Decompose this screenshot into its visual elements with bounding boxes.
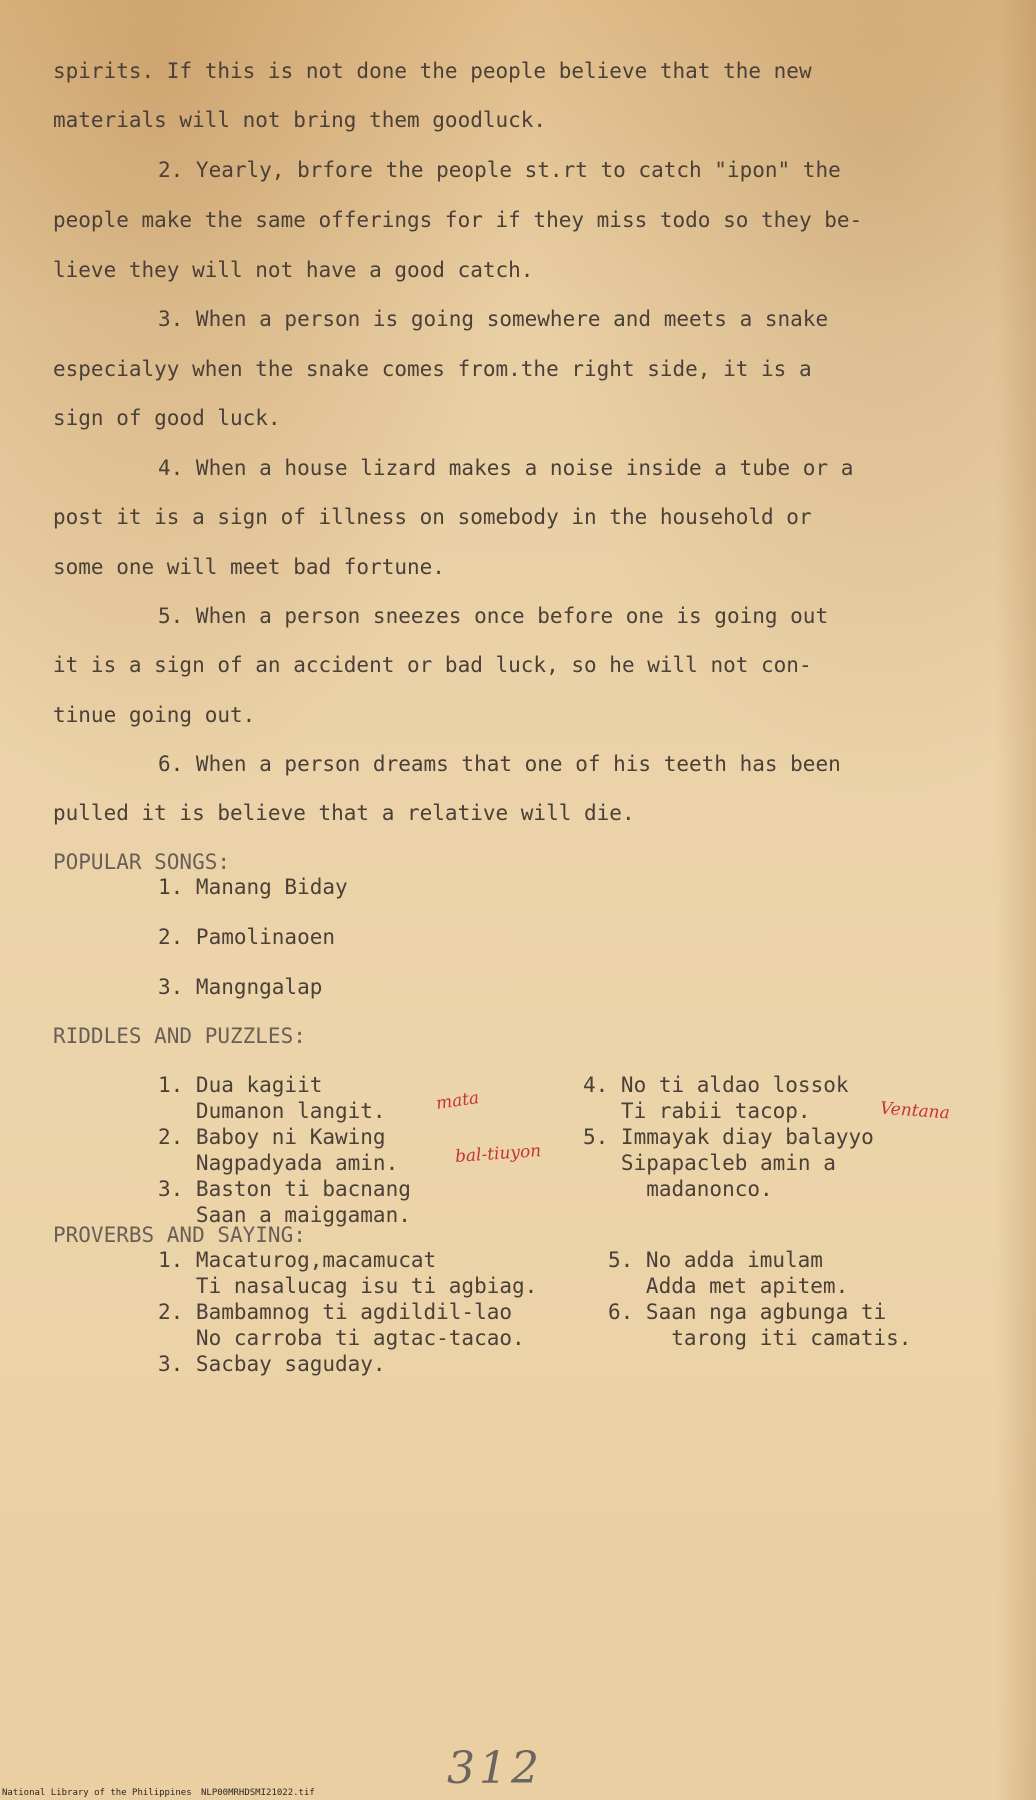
riddle-line: Nagpadyada amin. bbox=[158, 1151, 399, 1175]
riddle-line: Saan a maiggaman. bbox=[158, 1203, 411, 1227]
superstition-item-4: 4. When a house lizard makes a noise inside a tube or a bbox=[158, 456, 854, 480]
proverb-line: No carroba ti agtac-tacao. bbox=[158, 1326, 525, 1350]
proverb-line: 6. Saan nga agbunga ti bbox=[608, 1300, 887, 1324]
text-line: people make the same offerings for if they miss todo so they be- bbox=[53, 208, 863, 232]
proverb-line: Adda met apitem. bbox=[608, 1274, 849, 1298]
proverb-line: 1. Macaturog,macamucat bbox=[158, 1248, 437, 1272]
riddle-line: Ti rabii tacop. bbox=[583, 1099, 811, 1123]
riddle-line: 3. Baston ti bacnang bbox=[158, 1177, 411, 1201]
text-line: tinue going out. bbox=[53, 703, 256, 727]
superstition-item-6: 6. When a person dreams that one of his teeth has been bbox=[158, 752, 841, 776]
proverb-line: 2. Bambamnog ti agdildil-lao bbox=[158, 1300, 513, 1324]
riddle-line: 1. Dua kagiit bbox=[158, 1073, 323, 1097]
handwritten-answer-bal-tiuyon: bal-tiuyon bbox=[454, 1141, 542, 1167]
riddles-heading: RIDDLES AND PUZZLES: bbox=[53, 1024, 306, 1048]
text-line: especialyy when the snake comes from.the right side, it is a bbox=[53, 357, 812, 381]
superstition-item-2: 2. Yearly, brfore the people st.rt to catch "ipon" the bbox=[158, 158, 841, 182]
text-line: lieve they will not have a good catch. bbox=[53, 258, 534, 282]
text-line: post it is a sign of illness on somebody in the household or bbox=[53, 505, 812, 529]
text-line: materials will not bring them goodluck. bbox=[53, 108, 547, 132]
proverb-line: 3. Sacbay saguday. bbox=[158, 1352, 386, 1376]
text-line: spirits. If this is not done the people believe that the new bbox=[53, 59, 812, 83]
song-item: 1. Manang Biday bbox=[158, 875, 348, 899]
footer-library-label: National Library of the Philippines bbox=[2, 1788, 192, 1798]
proverbs-heading: PROVERBS AND SAYING: bbox=[53, 1223, 306, 1247]
riddle-line: Dumanon langit. bbox=[158, 1099, 386, 1123]
riddle-line: madanonco. bbox=[583, 1177, 773, 1201]
superstition-item-5: 5. When a person sneezes once before one is going out bbox=[158, 604, 829, 628]
text-line: it is a sign of an accident or bad luck, so he will not con- bbox=[53, 653, 812, 677]
superstition-item-3: 3. When a person is going somewhere and meets a snake bbox=[158, 307, 829, 331]
song-item: 3. Mangngalap bbox=[158, 975, 323, 999]
text-line: some one will meet bad fortune. bbox=[53, 555, 445, 579]
song-item: 2. Pamolinaoen bbox=[158, 925, 336, 949]
page-number: 312 bbox=[447, 1743, 543, 1794]
riddle-line: 4. No ti aldao lossok bbox=[583, 1073, 849, 1097]
footer-file-label: NLP00MRHDSMI21022.tif bbox=[201, 1788, 315, 1798]
proverb-line: 5. No adda imulam bbox=[608, 1248, 823, 1272]
proverb-line: tarong iti camatis. bbox=[608, 1326, 912, 1350]
popular-songs-heading: POPULAR SONGS: bbox=[53, 850, 231, 874]
handwritten-answer-mata: mata bbox=[434, 1088, 481, 1114]
riddle-line: Sipapacleb amin a bbox=[583, 1151, 836, 1175]
proverb-line: Ti nasalucag isu ti agbiag. bbox=[158, 1274, 538, 1298]
handwritten-answer-ventana: Ventana bbox=[879, 1098, 951, 1124]
text-line: pulled it is believe that a relative will die. bbox=[53, 801, 635, 825]
riddle-line: 5. Immayak diay balayyo bbox=[583, 1125, 874, 1149]
riddle-line: 2. Baboy ni Kawing bbox=[158, 1125, 386, 1149]
text-line: sign of good luck. bbox=[53, 406, 281, 430]
